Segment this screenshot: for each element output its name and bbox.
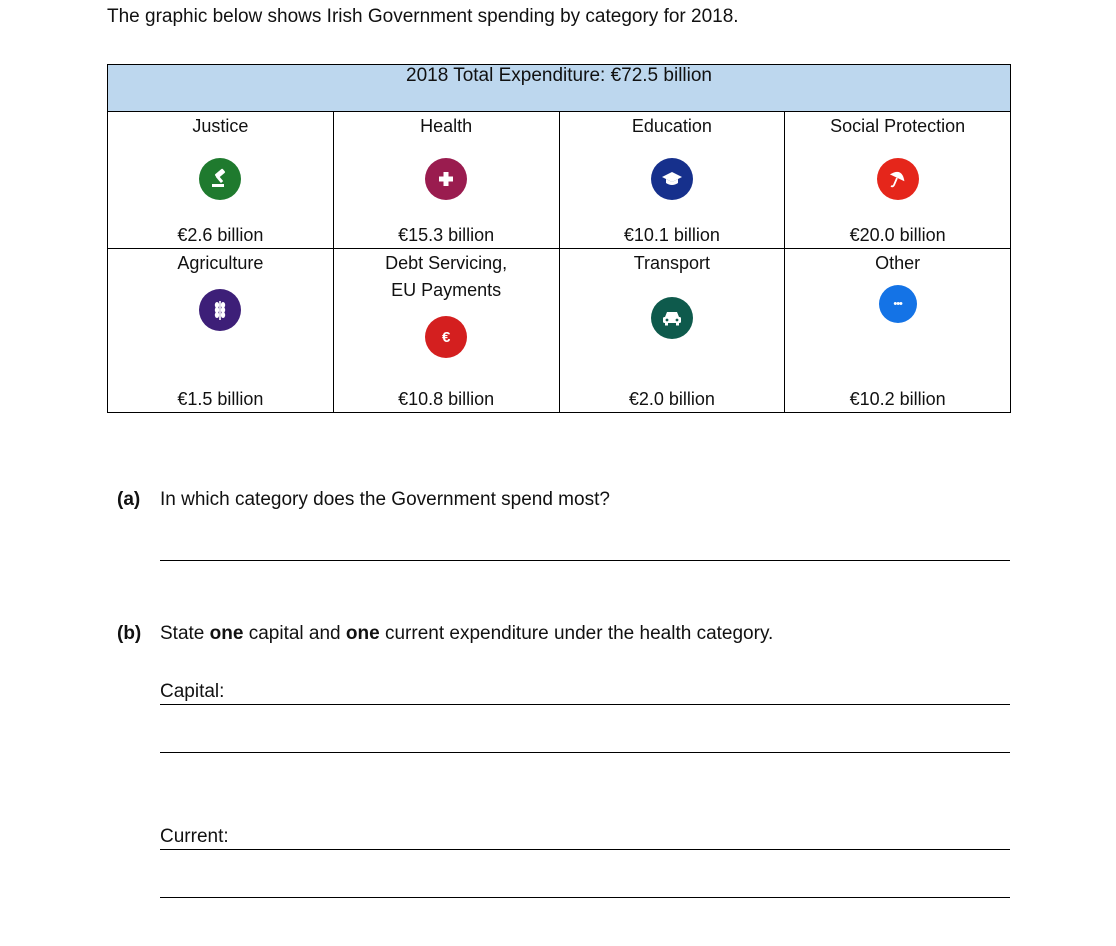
question-b-bold-one: one — [209, 623, 244, 644]
category-cell-health — [333, 112, 559, 249]
amount-label: €10.2 billion — [849, 389, 946, 409]
category-label: Social Protection — [830, 116, 966, 136]
amount-label: €1.5 billion — [177, 389, 264, 409]
intro-text: The graphic below shows Irish Government spending by category for 2018. — [107, 6, 739, 27]
category-cell-other — [785, 249, 1011, 413]
capital-label: Capital: — [160, 681, 225, 702]
category-label: Health — [420, 116, 473, 136]
more-dots-icon: ••• — [879, 285, 917, 323]
category-label: Other — [875, 253, 921, 273]
question-a-label: (a) — [117, 489, 141, 510]
amount-label: €10.8 billion — [398, 389, 495, 409]
question-b-text-part: State — [160, 623, 210, 644]
category-label: Agriculture — [177, 253, 264, 273]
category-cell-agriculture — [108, 249, 334, 413]
health-cross-icon — [425, 158, 467, 200]
question-b-bold-one: one — [345, 623, 380, 644]
question-a — [117, 489, 1017, 515]
amount-label: €15.3 billion — [398, 225, 495, 245]
category-label: Transport — [633, 253, 711, 273]
answer-line-capital[interactable] — [160, 704, 1010, 705]
car-icon — [651, 297, 693, 339]
amount-label: €2.6 billion — [177, 225, 264, 245]
category-label — [334, 250, 559, 304]
umbrella-icon — [877, 158, 919, 200]
amount-label: €2.0 billion — [628, 389, 715, 409]
graduation-cap-icon — [651, 158, 693, 200]
expenditure-table — [107, 64, 1011, 413]
gavel-icon — [199, 158, 241, 200]
amount-label: €10.1 billion — [623, 225, 720, 245]
answer-line-current[interactable] — [160, 849, 1010, 850]
answer-line-a[interactable] — [160, 560, 1010, 561]
category-cell-education — [559, 112, 785, 249]
wheat-icon — [199, 289, 241, 331]
current-label: Current: — [160, 826, 229, 847]
amount-label: €20.0 billion — [849, 225, 946, 245]
question-b-text-part: capital and — [243, 623, 346, 644]
euro-icon: € — [425, 316, 467, 358]
category-label-line1: Debt Servicing, — [385, 253, 508, 273]
category-cell-transport — [559, 249, 785, 413]
question-b-label: (b) — [117, 623, 142, 644]
category-label: Justice — [192, 116, 249, 136]
question-b-text-part: current expenditure under the health category. — [379, 623, 774, 644]
category-cell-justice — [108, 112, 334, 249]
question-b — [117, 623, 1017, 649]
category-cell-social-protection — [785, 112, 1011, 249]
answer-line-capital-2[interactable] — [160, 752, 1010, 753]
total-expenditure-header: 2018 Total Expenditure: €72.5 billion — [108, 65, 1011, 112]
category-label-line2: EU Payments — [391, 280, 502, 300]
category-cell-debt-servicing — [333, 249, 559, 413]
category-label: Education — [631, 116, 712, 136]
question-b-text — [160, 623, 773, 645]
answer-line-current-2[interactable] — [160, 897, 1010, 898]
question-a-text: In which category does the Government spend most? — [160, 489, 610, 510]
